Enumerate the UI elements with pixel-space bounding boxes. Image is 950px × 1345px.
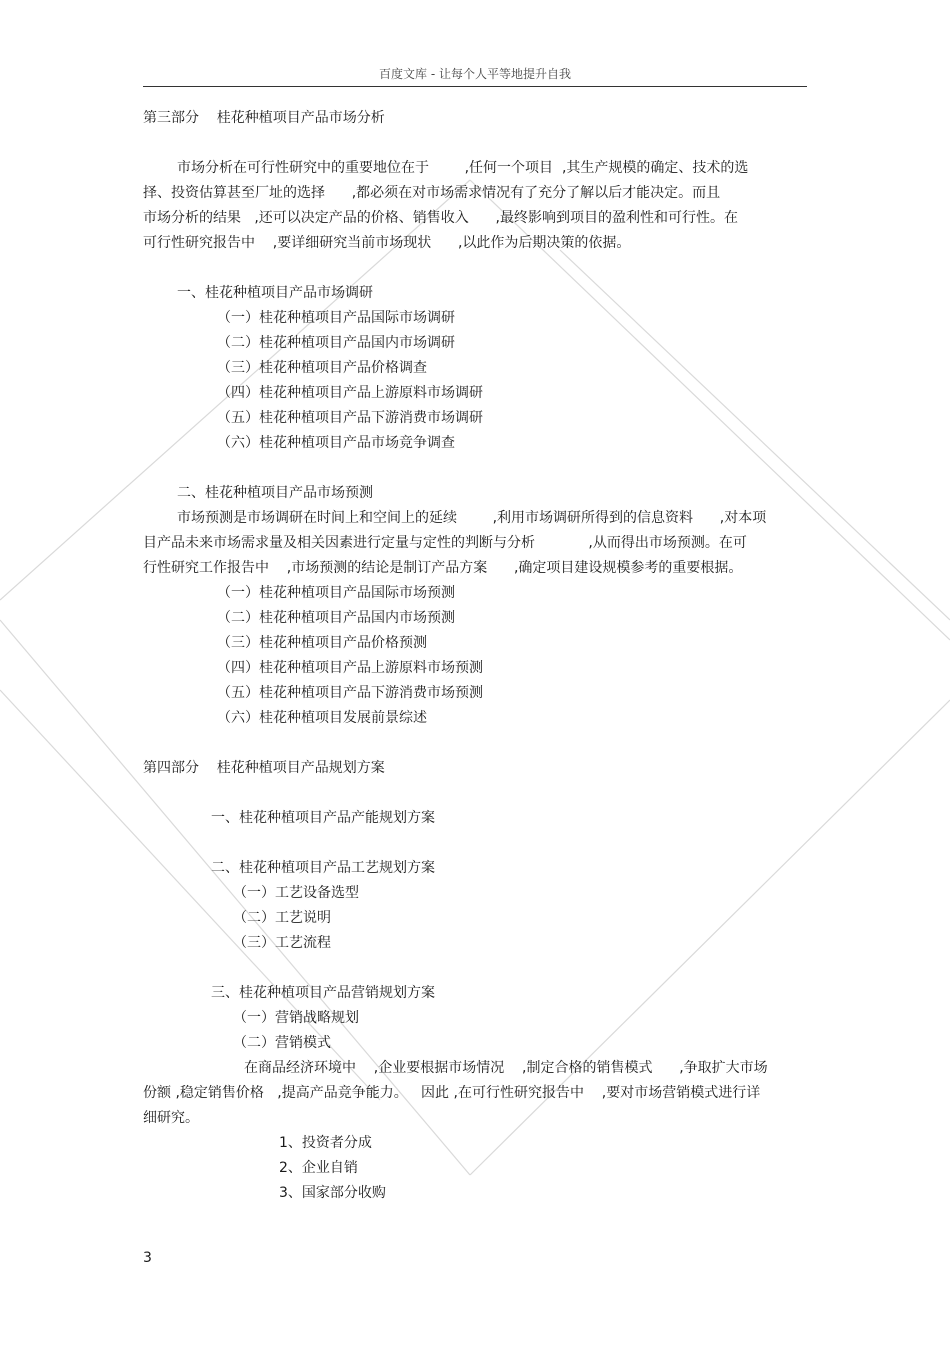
text-line: （二）营销模式 [233, 1035, 331, 1051]
text-line: 2、企业自销 [279, 1160, 358, 1176]
text-line: 细研究。 [143, 1110, 199, 1126]
text-line: 可行性研究报告中 ,要详细研究当前市场现状 ,以此作为后期决策的依据。 [143, 235, 631, 251]
text-line: （二）桂花种植项目产品国内市场调研 [217, 335, 455, 351]
text-line: 3、国家部分收购 [279, 1185, 386, 1201]
text-line: 市场预测是市场调研在时间上和空间上的延续 ,利用市场调研所得到的信息资料 ,对本项 [177, 510, 767, 526]
text-line: 第四部分 桂花种植项目产品规划方案 [143, 760, 385, 776]
text-line: 在商品经济环境中 ,企业要根据市场情况 ,制定合格的销售模式 ,争取扩大市场 [244, 1060, 768, 1076]
text-line: （四）桂花种植项目产品上游原料市场调研 [217, 385, 483, 401]
text-line: 一、桂花种植项目产品产能规划方案 [211, 810, 435, 826]
text-line: （五）桂花种植项目产品下游消费市场调研 [217, 410, 483, 426]
text-line: 第三部分 桂花种植项目产品市场分析 [143, 110, 385, 126]
text-line: 择、投资估算甚至厂址的选择 ,都必须在对市场需求情况有了充分了解以后才能决定。而且 [143, 185, 721, 201]
text-line: 份额 ,稳定销售价格 ,提高产品竞争能力。 因此 ,在可行性研究报告中 ,要对市场营销模式进行详 [143, 1085, 761, 1101]
text-line: 市场分析在可行性研究中的重要地位在于 ,任何一个项目 ,其生产规模的确定、技术的选 [177, 160, 749, 176]
text-line: （三）工艺流程 [233, 935, 331, 951]
text-line: （三）桂花种植项目产品价格预测 [217, 635, 427, 651]
text-line: （二）桂花种植项目产品国内市场预测 [217, 610, 455, 626]
text-line: 1、投资者分成 [279, 1135, 372, 1151]
text-line: 一、桂花种植项目产品市场调研 [177, 285, 373, 301]
text-line: 目产品未来市场需求量及相关因素进行定量与定性的判断与分析 ,从而得出市场预测。在可 [143, 535, 747, 551]
text-line: （三）桂花种植项目产品价格调查 [217, 360, 427, 376]
text-line: （二）工艺说明 [233, 910, 331, 926]
text-line: 二、桂花种植项目产品工艺规划方案 [211, 860, 435, 876]
text-line: （一）营销战略规划 [233, 1010, 359, 1026]
page-number: 3 [143, 1250, 152, 1266]
text-line: （六）桂花种植项目产品市场竞争调查 [217, 435, 455, 451]
text-line: （四）桂花种植项目产品上游原料市场预测 [217, 660, 483, 676]
text-line: 三、桂花种植项目产品营销规划方案 [211, 985, 435, 1001]
text-line: （五）桂花种植项目产品下游消费市场预测 [217, 685, 483, 701]
text-line: 二、桂花种植项目产品市场预测 [177, 485, 373, 501]
text-line: 行性研究工作报告中 ,市场预测的结论是制订产品方案 ,确定项目建设规模参考的重要根据。 [143, 560, 743, 576]
text-line: （六）桂花种植项目发展前景综述 [217, 710, 427, 726]
text-line: （一）桂花种植项目产品国际市场预测 [217, 585, 455, 601]
page-header: 百度文库 - 让每个人平等地提升自我 [143, 62, 807, 87]
text-line: 市场分析的结果 ,还可以决定产品的价格、销售收入 ,最终影响到项目的盈利性和可行性。在 [143, 210, 738, 226]
text-line: （一）桂花种植项目产品国际市场调研 [217, 310, 455, 326]
text-line: （一）工艺设备选型 [233, 885, 359, 901]
